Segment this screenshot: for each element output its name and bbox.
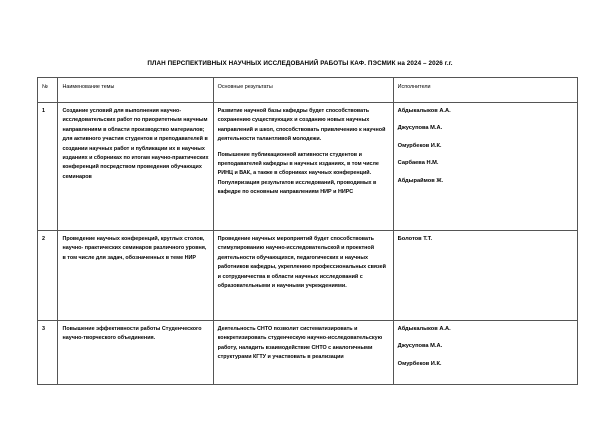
row-number: 3 [38, 321, 58, 385]
executor-name: Омурбеков И.К. [397, 142, 442, 149]
result-paragraph: Развитие научной базы кафедры будет способствовать сохранению существующих и созданию новых научных направлений и школ, способствовать привлечению к научной деятельности талантливой молодежи. [217, 108, 386, 143]
executor-name: Сарбаева Н.М. [397, 160, 439, 167]
topic-name: Создание условий для выполнения научно- исследовательских работ по приоритетным научным направлениям в области производство материалов; для активного участия студентов и преподавателей в создании научных работ и публикации их в научных изданиях и сборниках по итогам научно-практических конференций посредством проведения обучающих семинаров [58, 103, 213, 231]
row-number: 2 [38, 231, 58, 321]
header-executors: Исполнители [393, 78, 577, 103]
executor-name: Джусупова М.А. [397, 125, 443, 132]
executor-name: Абдыкалыков А.А. [397, 108, 451, 114]
executors-cell [393, 103, 577, 231]
table-header-row [38, 78, 578, 103]
table-row [38, 103, 578, 231]
executor-name: Абдыкалыков А.А. [397, 326, 451, 332]
executors-cell [393, 231, 577, 321]
executor-name: Абдыраймов Ж. [397, 177, 444, 184]
executor-name: Омурбеков И.К. [397, 360, 442, 367]
topic-name: Проведение научных конференций, круглых столов, научно- практических семинаров различного уровня, в том числе для задач, обозначенных в теме НИР [58, 231, 213, 321]
executors-cell [393, 321, 577, 385]
topic-name: Повышение эффективности работы Студенческого научно-творческого объединения. [58, 321, 213, 385]
row-number: 1 [38, 103, 58, 231]
header-number: № [38, 78, 58, 103]
main-results [213, 321, 393, 385]
document-title: ПЛАН ПЕРСПЕКТИВНЫХ НАУЧНЫХ ИССЛЕДОВАНИЙ РАБОТЫ КАФ. ПЭСМИК на 2024 – 2026 г.г. [147, 60, 453, 67]
result-paragraph: Повышение публикационной активности студентов и преподавателей кафедры в научных изданиях, в том числе РИНЦ и ВАК, а также в сборниках научных конференций. Популяризация результатов исследований, проводимых в кафедре по основным направлениям НИР и НИРС [217, 151, 379, 196]
main-results [213, 103, 393, 231]
header-topic-name: Наименование темы [58, 78, 213, 103]
result-paragraph: Проведение научных мероприятий будет способствовать стимулированию научно-исследовательской и проектной деятельности обучающихся, педагогических и научных работников кафедры, укреплению профессиональных связей и сотрудничества в области научных исследований с образовательными и научными учреждениями. [217, 236, 386, 290]
research-plan-table [37, 77, 578, 385]
result-paragraph: Деятельность СНТО позволит систематизировать и конкретизировать студенческую научно-исследовательскую работу, наладить взаимодействие СНТО с аналогичными структурами КГТУ и участвовать в реализации [217, 326, 383, 361]
table-row [38, 321, 578, 385]
main-results [213, 231, 393, 321]
executor-name: Джусупова М.А. [397, 343, 443, 350]
header-main-results: Основные результаты [213, 78, 393, 103]
executor-name: Болотов Т.Т. [397, 236, 433, 242]
table-row [38, 231, 578, 321]
